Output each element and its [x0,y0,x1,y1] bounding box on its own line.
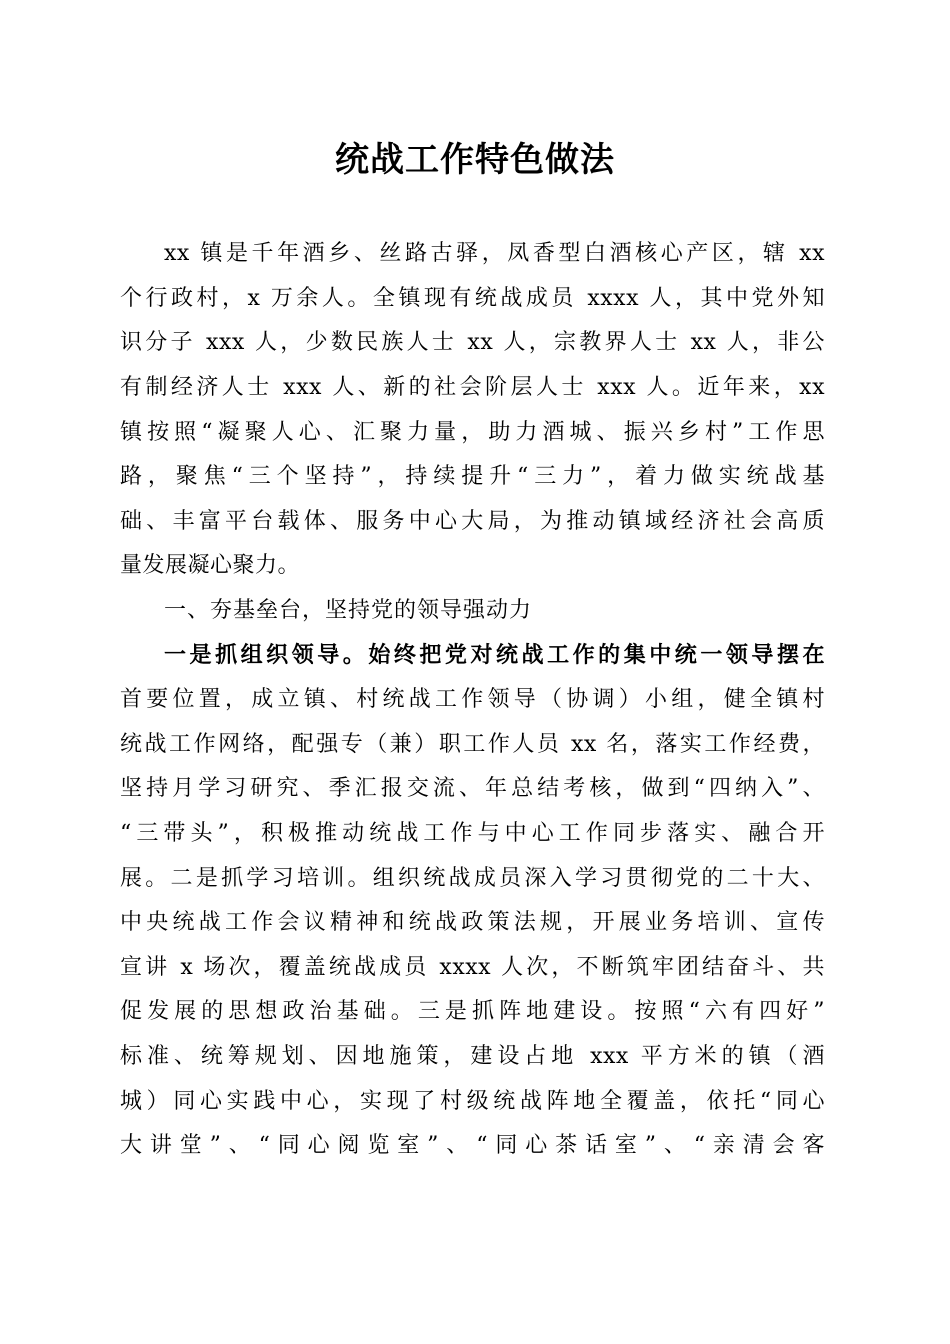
paragraph-line: xx 镇是千年酒乡、丝路古驿，凤香型白酒核心产区，辖 xx [164,241,825,266]
paragraph-line: 首要位置，成立镇、村统战工作领导（协调）小组，健全镇村 [120,687,825,712]
paragraph-line: 标准、统筹规划、因地施策，建设占地 xxx 平方米的镇（酒 [120,1044,825,1069]
paragraph-line: 展。二是抓学习培训。组织统战成员深入学习贯彻党的二十大、 [120,866,825,891]
paragraph-line: 有制经济人士 xxx 人、新的社会阶层人士 xxx 人。近年来，xx [120,375,825,400]
paragraph-line: 大讲堂”、“同心阅览室”、“同心茶话室”、“亲清会客 [120,1133,825,1158]
paragraph-line: 中央统战工作会议精神和统战政策法规，开展业务培训、宣传 [120,910,825,935]
paragraph-line: 宣讲 x 场次，覆盖统战成员 xxxx 人次，不断筑牢团结奋斗、共 [120,955,825,980]
paragraph-line: 一是抓组织领导。始终把党对统战工作的集中统一领导摆在 [164,642,825,668]
paragraph-line: 促发展的思想政治基础。三是抓阵地建设。按照“六有四好” [120,999,825,1024]
paragraph-line: “三带头”，积极推动统战工作与中心工作同步落实、融合开 [120,821,825,846]
paragraph-line: 城）同心实践中心，实现了村级统战阵地全覆盖，依托“同心 [120,1089,825,1114]
document-title: 统战工作特色做法 [335,140,615,180]
paragraph-line: 量发展凝心聚力。 [120,553,301,578]
paragraph-line: 识分子 xxx 人，少数民族人士 xx 人，宗教界人士 xx 人，非公 [120,330,825,355]
paragraph-line: 统战工作网络，配强专（兼）职工作人员 xx 名，落实工作经费， [120,732,825,757]
paragraph-line: 础、丰富平台载体、服务中心大局，为推动镇域经济社会高质 [120,509,825,534]
section-heading: 一、夯基垒台，坚持党的领导强动力 [164,598,533,623]
paragraph-line: 镇按照“凝聚人心、汇聚力量，助力酒城、振兴乡村”工作思 [120,420,825,445]
paragraph-line: 路，聚焦“三个坚持”，持续提升“三力”，着力做实统战基 [120,464,825,489]
paragraph-line: 个行政村，x 万余人。全镇现有统战成员 xxxx 人，其中党外知 [120,286,825,311]
paragraph-line: 坚持月学习研究、季汇报交流、年总结考核，做到“四纳入”、 [120,776,825,801]
